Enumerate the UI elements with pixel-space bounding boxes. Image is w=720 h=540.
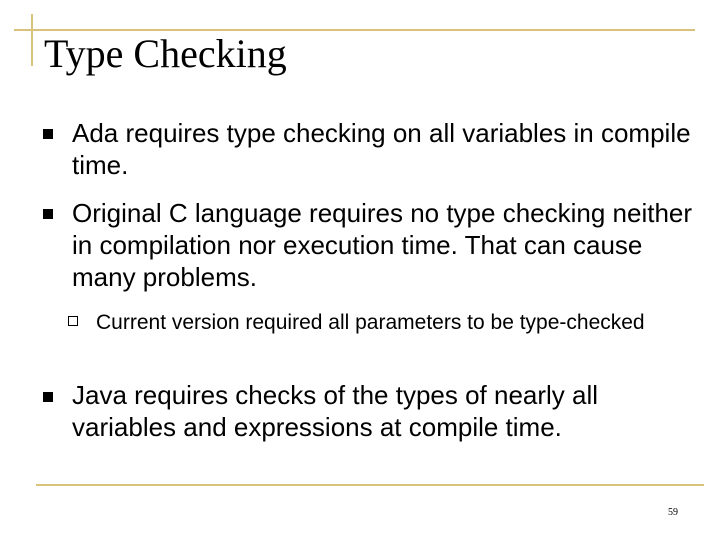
- sub-bullet-marker-1: [68, 316, 78, 326]
- bullet-text-1: Ada requires type checking on all variables in compile time.: [72, 118, 691, 180]
- bullet-text-2: Original C language requires no type checking neither in compilation nor execution time. That can cause many problems.: [72, 198, 693, 292]
- frame-vertical-line: [31, 14, 33, 66]
- bullet-text-3: Java requires checks of the types of nearly all variables and expressions at compile time.: [72, 380, 599, 442]
- sub-bullet-text-1: Current version required all parameters to be type-checked: [96, 311, 645, 334]
- frame-bottom-line: [36, 484, 704, 486]
- slide-title: Type Checking: [44, 31, 287, 76]
- bullet-marker-2: [43, 209, 53, 219]
- bullet-marker-3: [43, 392, 53, 402]
- bullet-marker-1: [43, 129, 53, 139]
- page-number: 59: [668, 507, 678, 518]
